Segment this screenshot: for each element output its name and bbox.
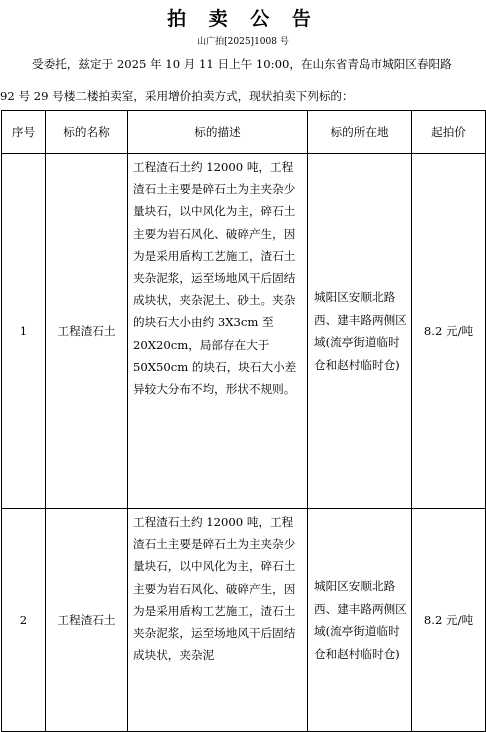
document-number: 山广拍[2025]1008 号 bbox=[197, 37, 289, 47]
intro-line-2: 92 号 29 号楼二楼拍卖室，采用增价拍卖方式，现状拍卖下列标的： bbox=[0, 89, 354, 103]
item-name: 工程渣石土 bbox=[46, 509, 128, 732]
item-description: 工程渣石土约 12000 吨，工程渣石土主要是碎石土为主夹杂少量块石，以中风化为主，碎石土主要为岩石风化、破碎产生，因为是采用盾构工艺施工，渣石土夹杂泥浆，运至场地风干后固结成块状，夹杂泥 bbox=[128, 509, 308, 732]
header-description: 标的描述 bbox=[128, 111, 308, 154]
header-name: 标的名称 bbox=[46, 111, 128, 154]
header-location: 标的所在地 bbox=[308, 111, 412, 154]
intro-line-1: 受委托，兹定于 2025 年 10 月 11 日上午 10:00，在山东省青岛市城阳区春阳路 bbox=[32, 57, 452, 71]
table-row bbox=[2, 509, 486, 732]
item-location: 城阳区安顺北路西、建丰路两侧区域(流亭街道临时仓和赵村临时仓) bbox=[308, 154, 412, 509]
item-description: 工程渣石土约 12000 吨，工程渣石土主要是碎石土为主夹杂少量块石，以中风化为主，碎石土主要为岩石风化、破碎产生，因为是采用盾构工艺施工，渣石土夹杂泥浆，运至场地风干后固结成块状，夹杂泥土、砂土。夹杂的块石大小由约 3X3cm 至 20X20cm，局部存在大于 50X50cm 的块石，块石大小差异较大分布不均，形状不规则。 bbox=[128, 154, 308, 509]
row-number: 1 bbox=[2, 154, 46, 509]
auction-items-table bbox=[1, 110, 486, 732]
table-row bbox=[2, 154, 486, 509]
header-no: 序号 bbox=[2, 111, 46, 154]
header-price: 起拍价 bbox=[412, 111, 486, 154]
starting-price: 8.2 元/吨 bbox=[412, 509, 486, 732]
table-header-row bbox=[2, 111, 486, 154]
starting-price: 8.2 元/吨 bbox=[412, 154, 486, 509]
item-name: 工程渣石土 bbox=[46, 154, 128, 509]
item-location: 城阳区安顺北路西、建丰路两侧区域(流亭街道临时仓和赵村临时仓) bbox=[308, 509, 412, 732]
announcement-title: 拍 卖 公 告 bbox=[167, 8, 319, 30]
row-number: 2 bbox=[2, 509, 46, 732]
